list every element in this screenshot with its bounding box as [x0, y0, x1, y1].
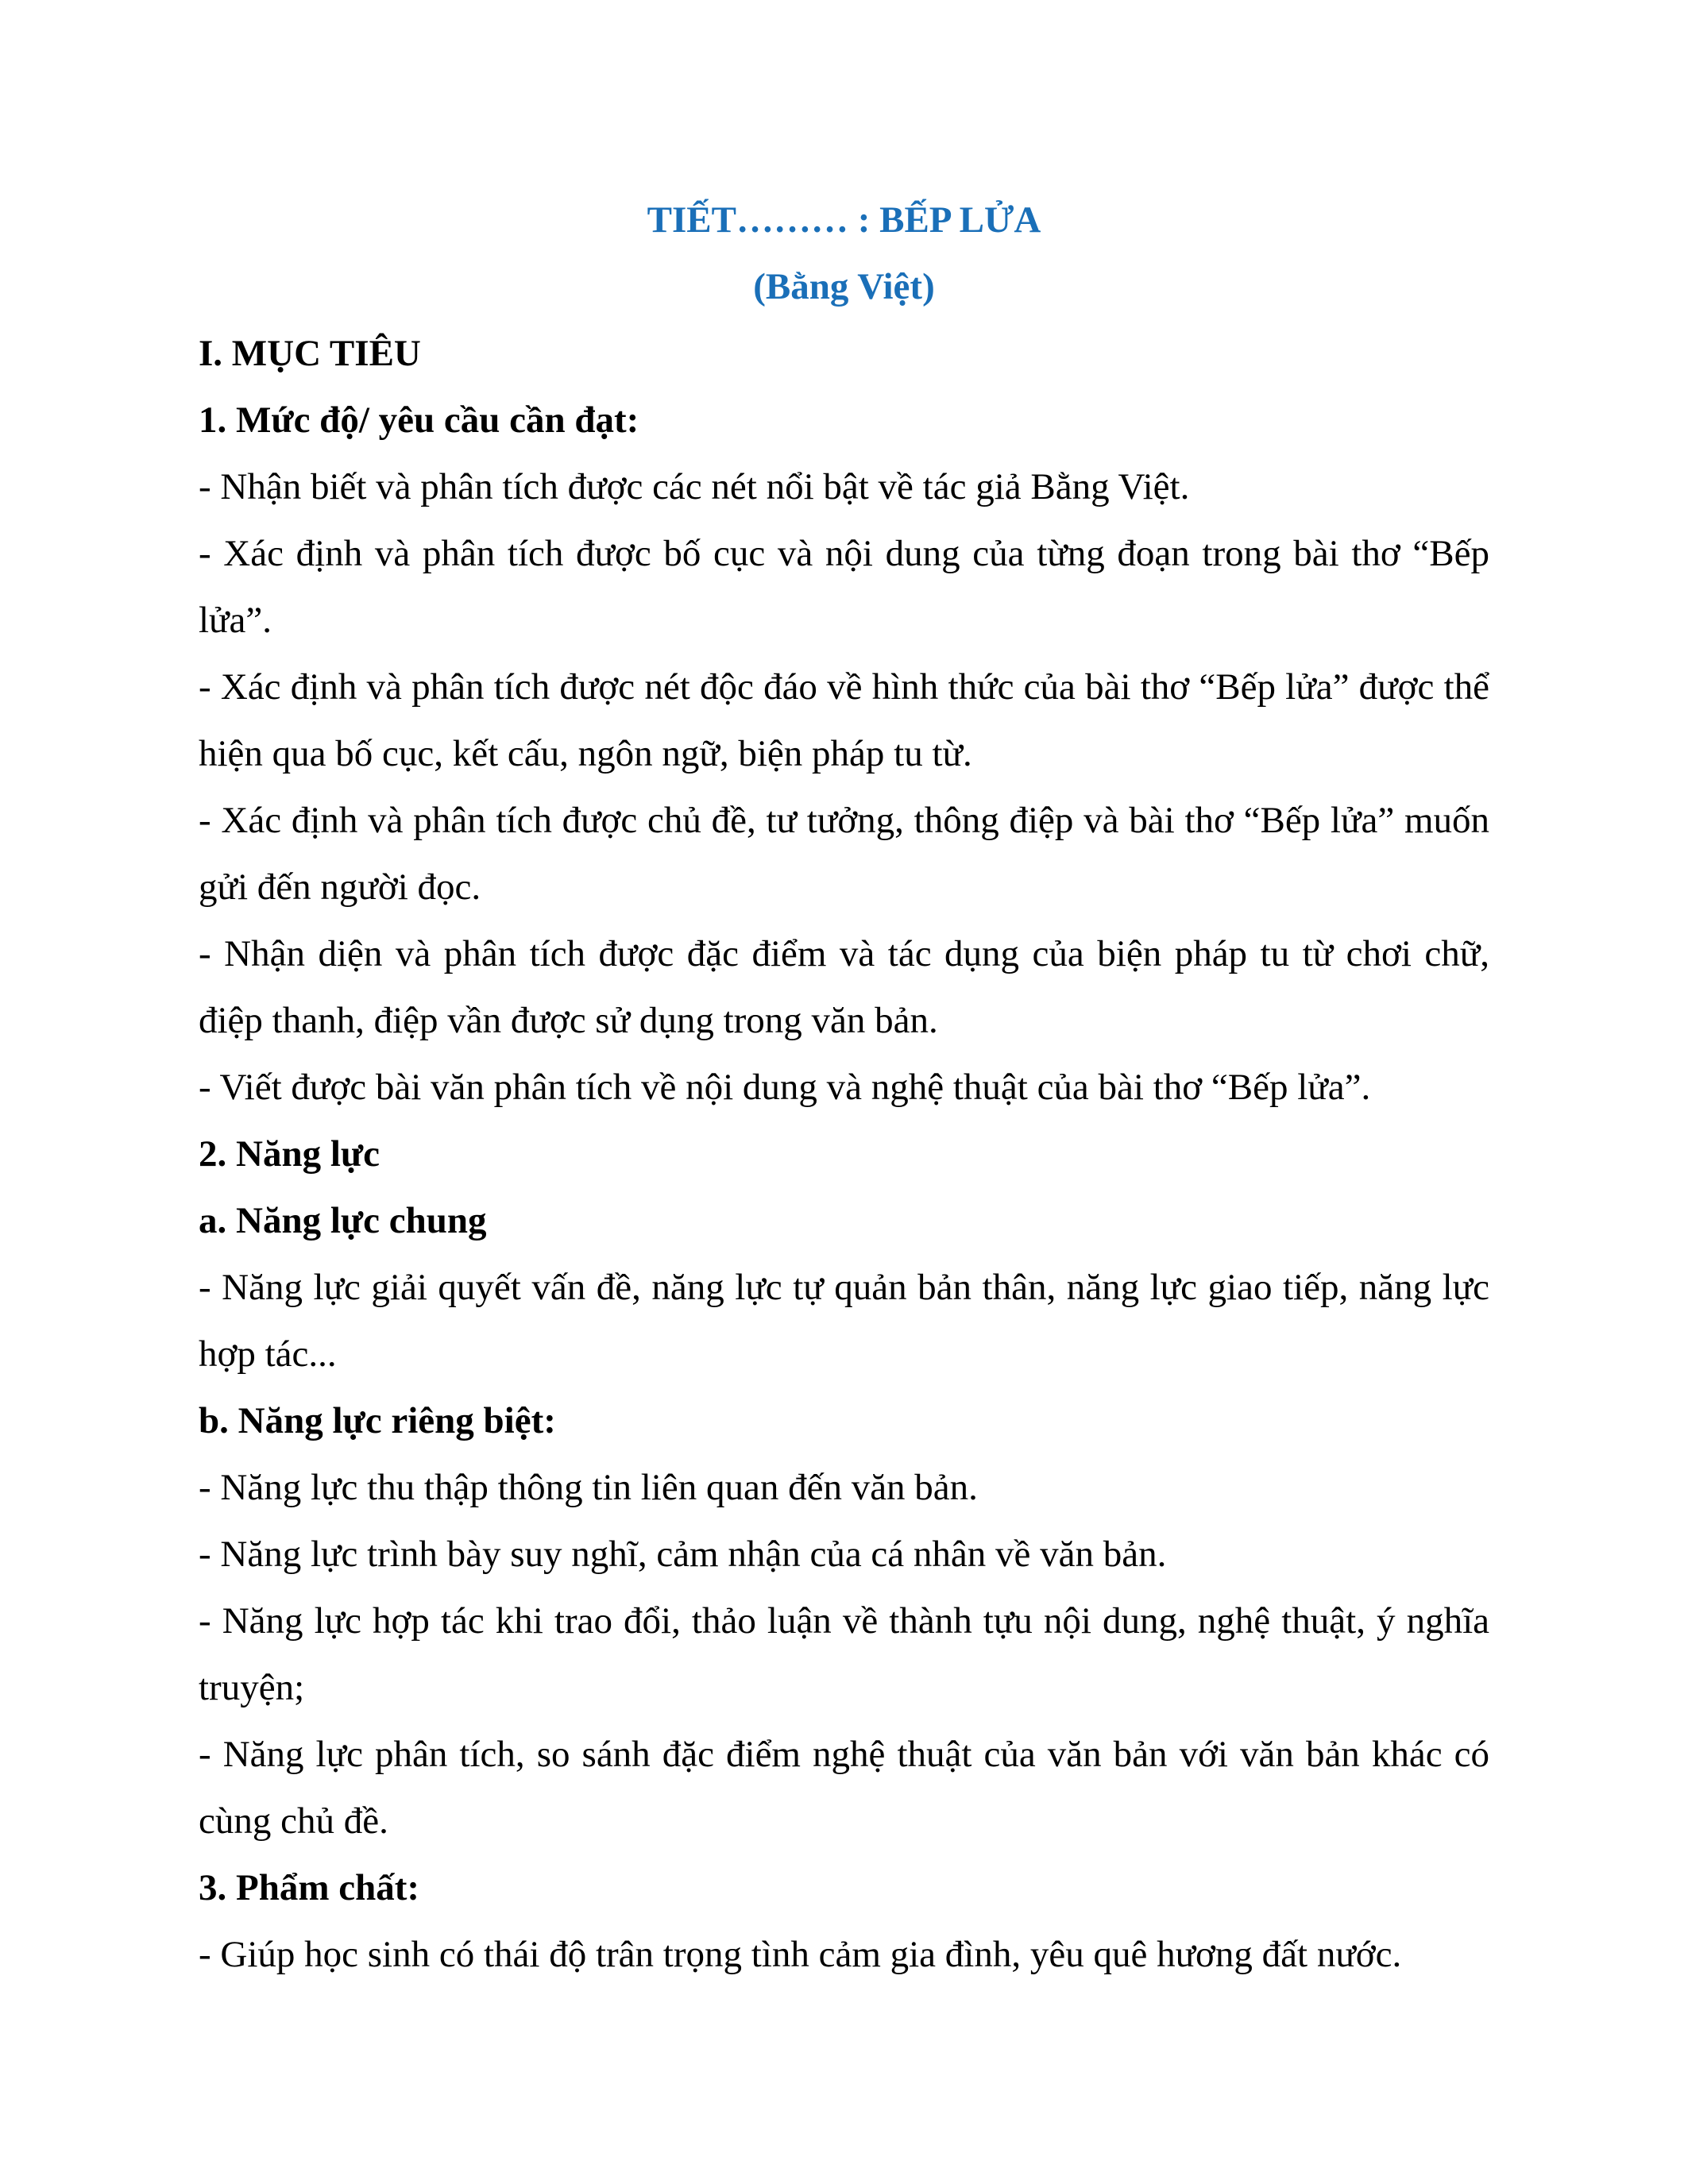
subsection-heading-requirements: 1. Mức độ/ yêu cầu cần đạt:: [199, 399, 639, 441]
subsection-heading-competencies: 2. Năng lực: [199, 1133, 380, 1175]
requirement-item: - Nhận diện và phân tích được đặc điểm và tác dụng của biện pháp tu từ chơi chữ, điệp thanh, điệp vần được sử dụng trong văn bản.: [199, 933, 1489, 1041]
requirement-item: - Xác định và phân tích được chủ đề, tư tưởng, thông điệp và bài thơ “Bếp lửa” muốn gửi đến người đọc.: [199, 800, 1489, 908]
specific-competency-item: - Năng lực trình bày suy nghĩ, cảm nhận của cá nhân về văn bản.: [199, 1534, 1167, 1575]
requirement-item: - Viết được bài văn phân tích về nội dung và nghệ thuật của bài thơ “Bếp lửa”.: [199, 1067, 1371, 1108]
general-competency-item: - Năng lực giải quyết vấn đề, năng lực tự quản bản thân, năng lực giao tiếp, năng lực hợp tác...: [199, 1267, 1489, 1375]
requirement-item: - Xác định và phân tích được bố cục và nội dung của từng đoạn trong bài thơ “Bếp lửa”.: [199, 533, 1489, 641]
subsection-heading-general-competencies: a. Năng lực chung: [199, 1200, 487, 1241]
specific-competency-item: - Năng lực thu thập thông tin liên quan đến văn bản.: [199, 1467, 978, 1508]
subsection-heading-specific-competencies: b. Năng lực riêng biệt:: [199, 1400, 556, 1441]
document-subtitle: (Bằng Việt): [753, 266, 935, 307]
requirement-item: - Nhận biết và phân tích được các nét nổi bật về tác giả Bằng Việt.: [199, 466, 1190, 507]
document-title: TIẾT……… : BẾP LỬA: [647, 199, 1041, 241]
quality-item: - Giúp học sinh có thái độ trân trọng tình cảm gia đình, yêu quê hương đất nước.: [199, 1934, 1402, 1975]
document-body: [199, 187, 1489, 1988]
subsection-heading-qualities: 3. Phẩm chất:: [199, 1867, 420, 1908]
specific-competency-item: - Năng lực phân tích, so sánh đặc điểm nghệ thuật của văn bản với văn bản khác có cùng chủ đề.: [199, 1734, 1489, 1842]
specific-competency-item: - Năng lực hợp tác khi trao đổi, thảo luận về thành tựu nội dung, nghệ thuật, ý nghĩa truyện;: [199, 1600, 1489, 1708]
section-heading-objectives: I. MỤC TIÊU: [199, 333, 421, 374]
requirement-item: - Xác định và phân tích được nét độc đáo về hình thức của bài thơ “Bếp lửa” được thể hiện qua bố cục, kết cấu, ngôn ngữ, biện pháp tu từ.: [199, 666, 1489, 774]
